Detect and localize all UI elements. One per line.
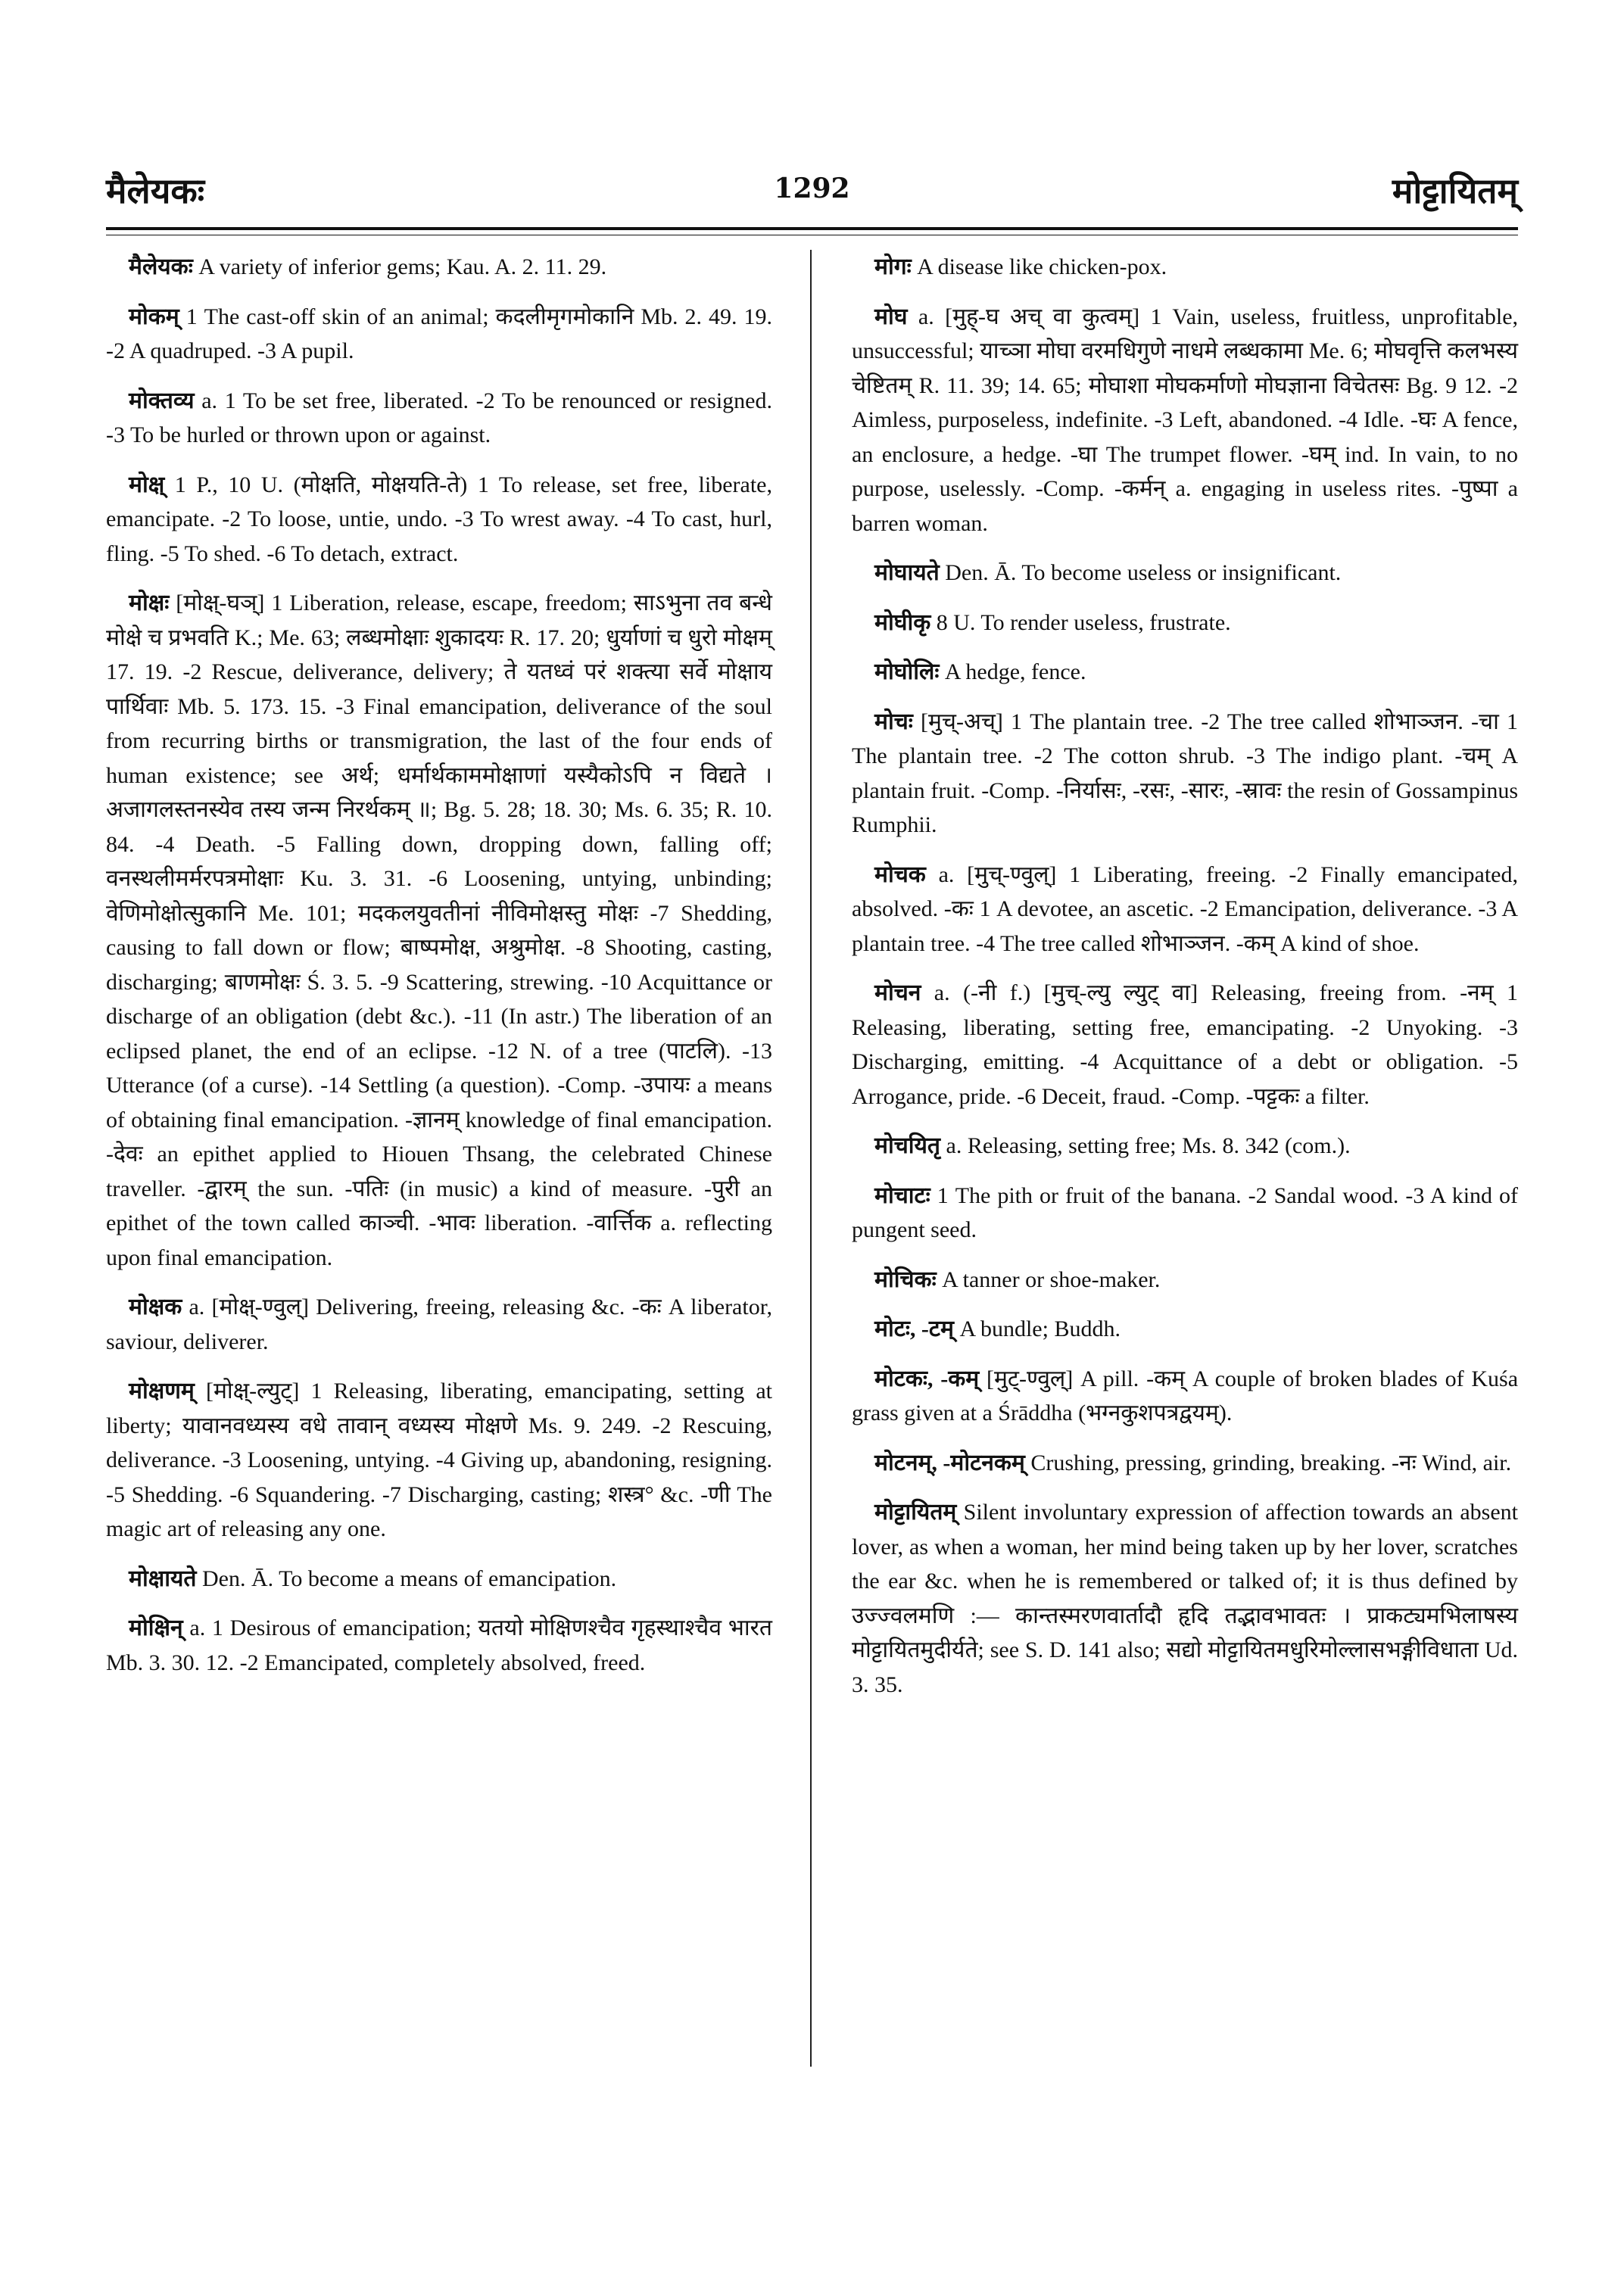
entry-headword: मोटकः, -कम् — [874, 1366, 980, 1391]
entry-definition: [मुच्-अच्] 1 The plantain tree. -2 The tree called शोभाञ्जन. -चा 1 The plantain tree. -2 The cotton shrub. -3 The indigo plant. -चम् A plantain fruit. -Comp. -निर्यासः, -रसः, -सारः, -स्रावः the resin of Gossampinus Rumphii. — [852, 709, 1519, 837]
dictionary-entry — [852, 705, 1518, 843]
entry-definition: a. 1 To be set free, liberated. -2 To be renounced or resigned. -3 To be hurled or thrown upon or against. — [106, 388, 773, 447]
entry-definition: [मोक्ष्-ल्युट्] 1 Releasing, liberating, emancipating, setting at liberty; यावानवध्यस्य वधे तावान् वध्यस्य मोक्षणे Ms. 9. 249. -2 Rescuing, deliverance. -3 Loosening, untying. -4 Giving up, abandoning, resigning. -5 Shedding. -6 Squandering. -7 Discharging, casting; शस्त्र° &c. -णी The magic art of releasing any one. — [106, 1379, 773, 1541]
entry-headword: मोकम् — [129, 304, 179, 329]
entry-definition: Silent involuntary expression of affection towards an absent lover, as when a woman, her mind being taken up by her lover, scratches the ear &c. when he is remembered or talked of; it is thus defined by उज्ज्वलमणि :— कान्तस्मरणवार्तादौ हृदि तद्भावभावतः । प्राकट्यमभिलाषस्य मोट्टायितमुदीर्यते; see S. D. 141 also; सद्यो मोट्टायितमधुरिमोल्लासभङ्गीविधाता Ud. 3. 35. — [852, 1500, 1519, 1697]
entry-definition: Crushing, pressing, grinding, breaking. -नः Wind, air. — [1030, 1450, 1512, 1475]
page-header — [106, 144, 1518, 212]
entry-definition: A tanner or shoe-maker. — [942, 1266, 1161, 1292]
entry-headword: मोघ — [874, 304, 908, 329]
dictionary-entry — [852, 1129, 1518, 1164]
entry-definition: 8 U. To render useless, frustrate. — [936, 609, 1231, 635]
entry-headword: मोक्षणम् — [129, 1379, 195, 1404]
dictionary-entry — [106, 250, 772, 285]
dictionary-entry — [852, 1362, 1518, 1431]
entry-definition: Den. Ā. To become useless or insignificant. — [945, 560, 1342, 585]
entry-definition: a. 1 Desirous of emancipation; यतयो मोक्षिणश्चैव गृहस्थाश्चैव भारत Mb. 3. 30. 12. -2 Emancipated, completely absolved, freed. — [106, 1615, 772, 1675]
entry-definition: A disease like chicken-pox. — [917, 254, 1167, 279]
column-divider — [810, 250, 812, 2067]
dictionary-entry — [852, 976, 1518, 1114]
entry-headword: मोचयितृ — [874, 1133, 941, 1158]
dictionary-entry — [852, 606, 1518, 640]
entry-headword: मोघीकृ — [874, 609, 931, 635]
entry-headword: मैलेयकः — [129, 254, 193, 279]
dictionary-entry — [852, 858, 1518, 961]
left-running-headword: मैलेयकः — [106, 170, 204, 211]
entry-definition: a. [मुह्-घ अच् वा कुत्वम्] 1 Vain, useless, fruitless, unprofitable, unsuccessful; याच्ञा मोघा वरमधिगुणे नाधमे लब्धकामा Me. 6; मोघवृत्ति कलभस्य चेष्टितम् R. 11. 39; 14. 65; मोघाशा मोघकर्माणो मोघज्ञाना विचेतसः Bg. 9 12. -2 Aimless, purposeless, indefinite. -3 Left, abandoned. -4 Idle. -घः A fence, an enclosure, a hedge. -घा The trumpet flower. -घम् ind. In vain, to no purpose, uselessly. -Comp. -कर्मन् a. engaging in useless rites. -पुष्पा a barren woman. — [852, 304, 1519, 536]
entry-definition: A variety of inferior gems; Kau. A. 2. 11. 29. — [198, 254, 607, 279]
left-column — [106, 250, 772, 1695]
entry-definition: [मुट्-ण्वुल्] A pill. -कम् A couple of broken blades of Kuśa grass given at a Śrāddha (भग्नकुशपत्रद्वयम्). — [852, 1366, 1519, 1425]
dictionary-entry — [106, 468, 772, 572]
dictionary-entry — [852, 1446, 1518, 1481]
entry-headword: मोचन — [874, 980, 921, 1005]
right-running-headword: मोट्टायितम् — [1392, 170, 1518, 211]
entry-definition: Den. Ā. To become a means of emancipation. — [202, 1566, 617, 1591]
entry-headword: मोगः — [874, 254, 912, 279]
dictionary-entry — [852, 300, 1518, 541]
entry-definition: 1 P., 10 U. (मोक्षति, मोक्षयति-ते) 1 To release, set free, liberate, emancipate. -2 To loose, untie, undo. -3 To wrest away. -4 To cast, hurl, fling. -5 To shed. -6 To detach, extract. — [106, 472, 772, 566]
entry-headword: मोक्तव्य — [129, 388, 195, 413]
dictionary-entry — [106, 1611, 772, 1680]
entry-definition: A hedge, fence. — [944, 659, 1086, 684]
entry-headword: मोचाटः — [874, 1182, 930, 1208]
entry-definition: a. [मुच्-ण्वुल्] 1 Liberating, freeing. -2 Finally emancipated, absolved. -कः 1 A devotee, an ascetic. -2 Emancipation, deliverance. -3 A plantain tree. -4 The tree called शोभाञ्जन. -कम् A kind of shoe. — [852, 861, 1519, 956]
dictionary-entry — [852, 1495, 1518, 1702]
right-column — [852, 250, 1518, 1717]
dictionary-entry — [852, 1263, 1518, 1298]
dictionary-entry — [852, 556, 1518, 590]
dictionary-entry — [106, 586, 772, 1275]
entry-headword: मोक्षिन् — [129, 1615, 183, 1640]
dictionary-entry — [106, 1562, 772, 1597]
entry-headword: मोट्टायितम् — [874, 1500, 957, 1525]
dictionary-entry — [106, 1290, 772, 1359]
dictionary-entry — [106, 384, 772, 453]
entry-headword: मोचिकः — [874, 1266, 937, 1292]
entry-definition: a. [मोक्ष्-ण्वुल्] Delivering, freeing, releasing &c. -कः A liberator, saviour, deliverer. — [106, 1294, 772, 1354]
entry-headword: मोचक — [874, 861, 926, 887]
entry-definition: a. Releasing, setting free; Ms. 8. 342 (com.). — [946, 1133, 1351, 1158]
header-rule-thick — [106, 227, 1518, 230]
entry-headword: मोक्षक — [129, 1294, 182, 1319]
dictionary-entry — [106, 1374, 772, 1547]
dictionary-entry — [852, 1179, 1518, 1248]
dictionary-entry — [852, 655, 1518, 690]
entry-definition: [मोक्ष्-घञ्] 1 Liberation, release, escape, freedom; साऽभुना तव बन्धे मोक्षे च प्रभवति K.; Me. 63; लब्धमोक्षाः शुकादयः R. 17. 20; धुर्याणां च धुरो मोक्षम् 17. 19. -2 Rescue, deliverance, delivery; ते यतध्वं परं शक्त्या सर्वे मोक्षाय पार्थिवाः Mb. 5. 173. 15. -3 Final emancipation, deliverance of the soul from recurring births or transmigration, the last of the four ends of human existence; see अर्थ; धर्मार्थकाममोक्षाणां यस्यैकोऽपि न विद्यते । अजागलस्तनस्येव तस्य जन्म निरर्थकम् ॥; Bg. 5. 28; 18. 30; Ms. 6. 35; R. 10. 84. -4 Death. -5 Falling down, dropping down, falling off; वनस्थलीमर्मरपत्रमोक्षाः Ku. 3. 31. -6 Loosening, untying, unbinding; वेणिमोक्षोत्सुकानि Me. 101; मदकलयुवतीनां नीविमोक्षस्तु मोक्षः -7 Shedding, causing to fall down or flow; बाष्पमोक्ष, अश्रुमोक्ष. -8 Shooting, casting, discharging; बाणमोक्षः Ś. 3. 5. -9 Scattering, strewing. -10 Acquittance or discharge of an obligation (debt &c.). -11 (In astr.) The liberation of an eclipsed planet, the end of an eclipse. -12 N. of a tree (पाटलि). -13 Utterance (of a curse). -14 Settling (a question). -Comp. -उपायः a means of obtaining final emancipation. -ज्ञानम् knowledge of final emancipation. -देवः an epithet applied to Hiouen Thsang, the celebrated Chinese traveller. -द्वारम् the sun. -पतिः (in music) a kind of measure. -पुरी an epithet of the town called काञ्ची. -भावः liberation. -वार्त्तिक a. reflecting upon final emancipation. — [106, 590, 773, 1270]
dictionary-entry — [852, 250, 1518, 285]
entry-headword: मोघायते — [874, 560, 940, 585]
entry-definition: A bundle; Buddh. — [959, 1316, 1121, 1341]
dictionary-entry — [106, 300, 772, 369]
entry-definition: 1 The cast-off skin of an animal; कदलीमृगमोकानि Mb. 2. 49. 19. -2 A quadruped. -3 A pupil. — [106, 304, 772, 363]
entry-headword: मोक्ष् — [129, 472, 165, 497]
entry-headword: मोटनम्, -मोटनकम् — [874, 1450, 1025, 1475]
page-number: 1292 — [774, 173, 850, 204]
entry-headword: मोघोलिः — [874, 659, 940, 684]
entry-headword: मोचः — [874, 709, 913, 734]
dictionary-entry — [852, 1312, 1518, 1347]
entry-headword: मोटः, -टम् — [874, 1316, 954, 1341]
entry-headword: मोक्षः — [129, 590, 170, 615]
entry-definition: a. (-नी f.) [मुच्-ल्यु ल्युट् वा] Releasing, freeing from. -नम् 1 Releasing, liberating, setting free, emancipating. -2 Unyoking. -3 Discharging, emitting. -4 Acquittance of a debt or obligation. -5 Arrogance, pride. -6 Deceit, fraud. -Comp. -पट्टकः a filter. — [852, 980, 1519, 1109]
entry-definition: 1 The pith or fruit of the banana. -2 Sandal wood. -3 A kind of pungent seed. — [852, 1182, 1518, 1242]
entry-headword: मोक्षायते — [129, 1566, 197, 1591]
